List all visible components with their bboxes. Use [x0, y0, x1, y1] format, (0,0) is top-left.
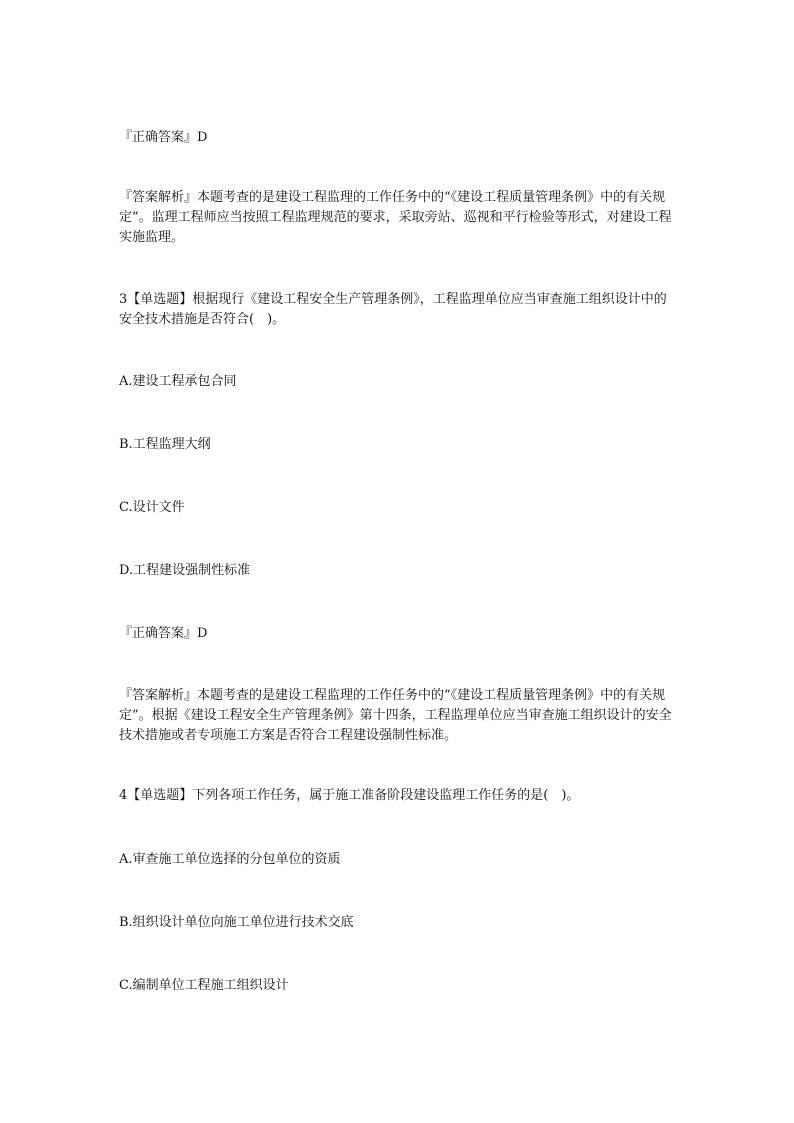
question-3: 3【单选题】根据现行《建设工程安全生产管理条例》，工程监理单位应当审查施工组织设计中的安全技术措施是否符合( )。	[119, 292, 667, 327]
answer-explanation-q3: 『答案解析』本题考查的是建设工程监理的工作任务中的“《建设工程质量管理条例》中的有关规定”。根据《建设工程安全生产管理条例》第十四条，工程监理单位应当审查施工组织设计的安全技术措施或者专项施工方案是否符合工程建设强制性标准。	[119, 688, 672, 743]
correct-answer-q2: 『正确答案』D	[119, 130, 208, 145]
q3-option-a: A.建设工程承包合同	[119, 374, 237, 389]
correct-answer-q3: 『正确答案』D	[119, 626, 208, 641]
question-4: 4【单选题】下列各项工作任务，属于施工准备阶段建设监理工作任务的是( )。	[119, 788, 580, 803]
q3-option-c: C.设计文件	[119, 500, 185, 515]
q4-option-c: C.编制单位工程施工组织设计	[119, 978, 289, 993]
q4-option-b: B.组织设计单位向施工单位进行技术交底	[119, 915, 354, 930]
q4-option-a: A.审查施工单位选择的分包单位的资质	[119, 852, 341, 867]
q3-option-d: D.工程建设强制性标准	[119, 563, 251, 578]
q3-option-b: B.工程监理大纲	[119, 437, 211, 452]
answer-explanation-q2: 『答案解析』本题考查的是建设工程监理的工作任务中的“《建设工程质量管理条例》中的有关规定”。监理工程师应当按照工程监理规范的要求，采取旁站、巡视和平行检验等形式，对建设工程实施监理。	[119, 190, 672, 245]
